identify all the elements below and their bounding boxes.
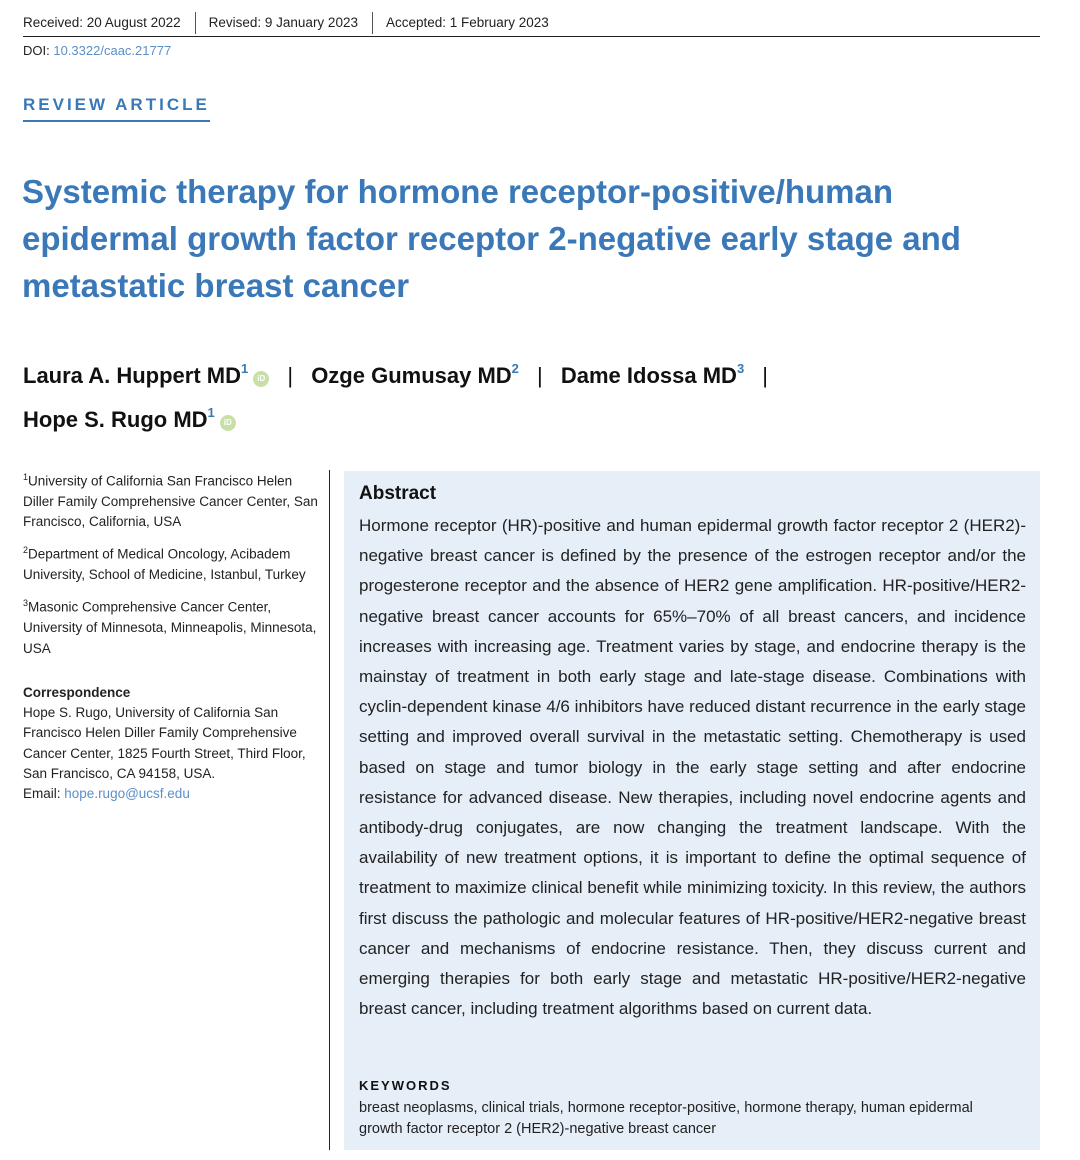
article-title: Systemic therapy for hormone receptor-positive/human epidermal growth factor receptor 2-negative early stage and metastatic breast cancer xyxy=(22,173,961,304)
doi-link[interactable]: 10.3322/caac.21777 xyxy=(53,43,172,58)
correspondence-email xyxy=(23,784,323,804)
email-label: Email: xyxy=(23,786,61,802)
author-name[interactable]: Hope S. Rugo MD xyxy=(23,407,208,432)
author-name[interactable]: Ozge Gumusay MD xyxy=(311,363,512,388)
accepted-date: Accepted: 1 February 2023 xyxy=(385,15,549,30)
orcid-icon[interactable]: iD xyxy=(220,415,236,431)
affiliation xyxy=(23,540,323,585)
affiliation-text: Masonic Comprehensive Cancer Center, University of Minnesota, Minneapolis, Minnesota, USA xyxy=(23,599,317,656)
author-separator: | xyxy=(762,363,769,388)
affiliation-number: 2 xyxy=(23,545,29,556)
doi-label: DOI: xyxy=(23,43,50,58)
affiliation-text: University of California San Francisco Helen Diller Family Comprehensive Cancer Center, San Francisco, California, USA xyxy=(23,473,318,530)
author-separator: | xyxy=(537,363,543,388)
revised-date: Revised: 9 January 2023 xyxy=(209,12,373,34)
author-separator: | xyxy=(287,363,294,388)
affiliation xyxy=(23,467,323,532)
keywords-heading: KEYWORDS xyxy=(359,1078,452,1093)
affiliation-marker[interactable]: 2 xyxy=(511,361,519,376)
affiliations-column xyxy=(23,467,323,805)
author-list xyxy=(23,350,1023,438)
affiliation-number: 1 xyxy=(23,472,29,482)
affiliation-text: Department of Medical Oncology, Acibadem University, School of Medicine, Istanbul, Turkey xyxy=(23,546,306,583)
section-label: REVIEW ARTICLE xyxy=(23,95,210,122)
keywords-text: breast neoplasms, clinical trials, hormone receptor-positive, hormone therapy, human epidermal growth factor receptor 2 (HER2)-negative breast cancer xyxy=(359,1100,973,1137)
publication-dates xyxy=(23,10,1040,37)
received-date: Received: 20 August 2022 xyxy=(23,12,196,34)
column-divider xyxy=(329,470,330,1150)
affiliation-marker[interactable]: 1 xyxy=(207,405,215,420)
correspondence-text: Hope S. Rugo, University of California San Francisco Helen Diller Family Comprehensive Cancer Center, 1825 Fourth Street, Third Floor, San Francisco, CA 94158, USA. xyxy=(23,705,306,782)
author-name[interactable]: Laura A. Huppert MD xyxy=(23,363,241,388)
affiliation xyxy=(23,593,323,658)
affiliation-marker[interactable]: 3 xyxy=(736,361,745,376)
author-name[interactable]: Dame Idossa MD xyxy=(560,363,737,388)
abstract-box xyxy=(344,471,1040,1150)
abstract-heading: Abstract xyxy=(359,483,437,504)
affiliation-number: 3 xyxy=(23,598,29,609)
doi-line xyxy=(23,43,171,58)
correspondence-heading: Correspondence xyxy=(23,684,131,700)
affiliation-marker[interactable]: 1 xyxy=(240,361,249,376)
orcid-icon[interactable]: iD xyxy=(253,371,269,387)
email-link[interactable]: hope.rugo@ucsf.edu xyxy=(64,786,190,802)
abstract-text: Hormone receptor (HR)-positive and human epidermal growth factor receptor 2 (HER2)-negative breast cancer is defined by the presence of the estrogen receptor and/or the progesterone receptor and the absence of HER2 gene amplification. HR-positive/HER2-negative breast cancer accounts for 65%–70% of all breast cancers, and incidence increases with increasing age. Treatment varies by stage, and endocrine therapy is the mainstay of treatment in both early stage and late-stage disease. Combinations with cyclin-dependent kinase 4/6 inhibitors have reduced distant recurrence in the early stage setting and improved overall survival in the metastatic setting. Chemotherapy is used based on stage and tumor biology in the early stage setting and after endocrine resistance for advanced disease. New therapies, including novel endocrine agents and antibody-drug conjugates, are now changing the treatment landscape. With the availability of new treatment options, it is important to define the optimal sequence of treatment to maximize clinical benefit while minimizing toxicity. In this review, the authors first discuss the pathologic and molecular features of HR-positive/HER2-negative breast cancer and mechanisms of endocrine resistance. Then, they discuss current and emerging therapies for both early stage and metastatic HR-positive/HER2-negative breast cancer, including treatment algorithms based on current data. xyxy=(359,516,1026,1019)
